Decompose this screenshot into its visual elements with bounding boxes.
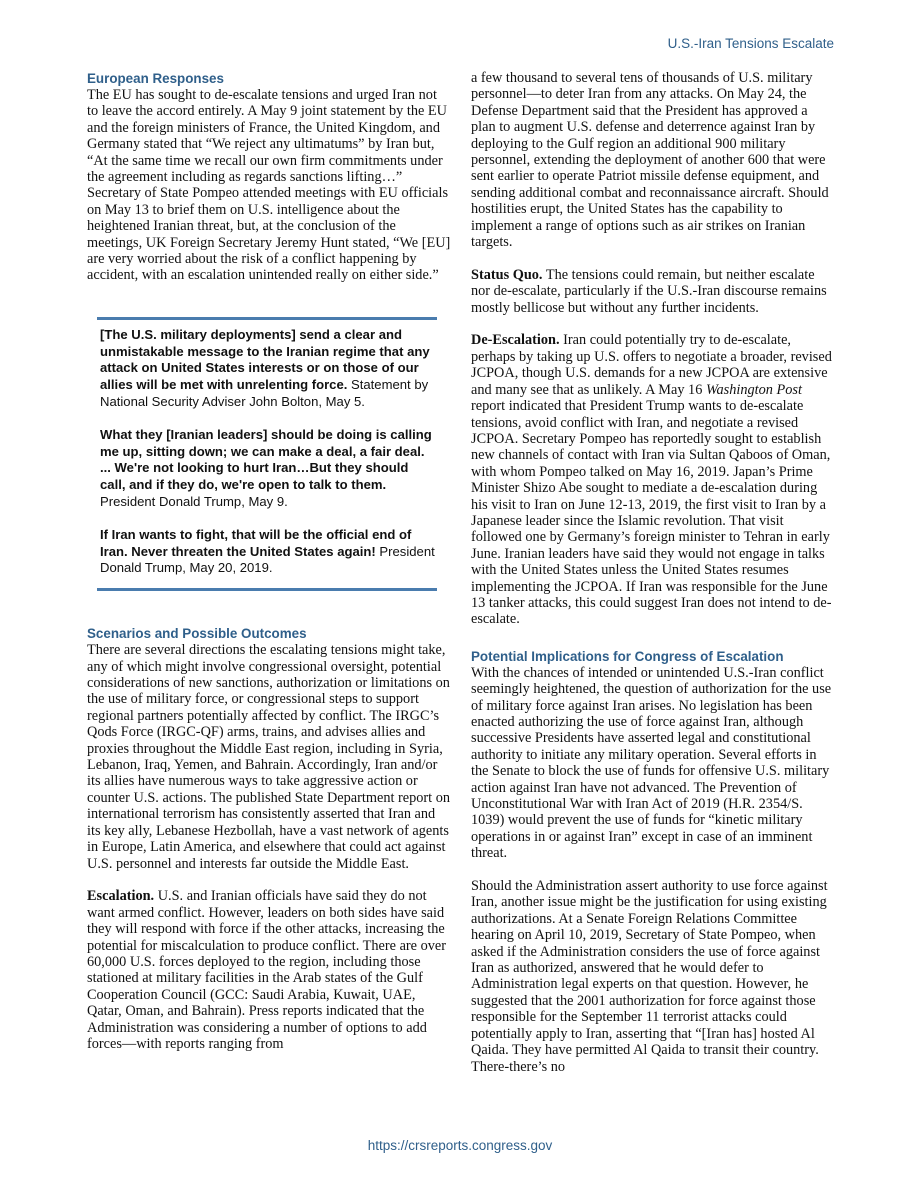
paragraph-escalation-continued: a few thousand to several tens of thousands of U.S. military personnel—to deter Iran from any attacks. On May 24, the Defense Department said that the President has approved a plan to augment U.S. defense and deterrence against Iran by deploying to the Gulf region an additional 900 military personnel, extending the deployment of another 600 that were sent earlier to operate Patriot missile defense equipment, and sending additional combat and reconnaissance aircraft. Should hostilities erupt, the United States has the capability to implement a range of options such as air strikes on Iranian targets.	[471, 70, 829, 251]
section-heading-scenarios: Scenarios and Possible Outcomes	[87, 626, 307, 642]
quote-attribution: President Donald Trump, May 20, 2019.	[100, 543, 435, 576]
quote-attribution: Statement by National Security Adviser John Bolton, May 5.	[100, 377, 429, 410]
section-heading-european-responses: European Responses	[87, 71, 224, 86]
left-column	[87, 70, 451, 1052]
quote-bolton	[100, 327, 437, 411]
publication-title: Washington Post	[705, 381, 802, 398]
run-in-heading-escalation: Escalation.	[87, 888, 155, 905]
quote-trump-may20	[100, 527, 437, 577]
run-in-heading-status-quo: Status Quo.	[471, 266, 543, 283]
footer-url: https://crsreports.congress.gov	[367, 1138, 553, 1153]
paragraph-escalation	[87, 888, 451, 1052]
quote-text: What they [Iranian leaders] should be doing is calling me up, sitting down; we can make a deal, a fair deal. ... We're not looking to hurt Iran…But they should call, and if they do, we're open to talk to them.	[100, 426, 432, 493]
right-column	[471, 70, 834, 1075]
paragraph-congress-implications: With the chances of intended or unintended U.S.-Iran conflict seemingly heightened, the question of authorization for the use of military force against Iran arises. No legislation has been enacted authorizing the use of force against Iran, although successive Presidents have asserted legal and constitutional authority to initiate any military operation. Several efforts in the Senate to block the use of funds for offensive U.S. military action against Iran have not advanced. The Prevention of Unconstitutional War with Iran Act of 2019 (H.R. 2354/S. 1039) would prevent the use of funds for “kinetic military operations in or against Iran” except in case of an imminent threat.	[471, 664, 832, 862]
paragraph-status-quo-text: The tensions could remain, but neither escalate nor de-escalate, particularly if the U.S.-Iran discourse remains mostly bellicose but without any further incidents.	[471, 266, 827, 316]
paragraph-status-quo	[471, 267, 834, 316]
section-heading-congress-implications: Potential Implications for Congress of Escalation	[471, 648, 784, 664]
paragraph-de-escalation-text: Iran could potentially try to de-escalate, perhaps by taking up U.S. offers to negotiate a broader, revised JCPOA, though U.S. demands for a new JCPOA are extensive and many see that as unlikely. A May 16	[471, 332, 832, 398]
run-in-heading-de-escalation: De-Escalation.	[471, 332, 560, 349]
quote-trump-may9	[100, 427, 437, 511]
paragraph-authority: Should the Administration assert authority to use force against Iran, another issue might be the justification for using existing authorizations. At a Senate Foreign Relations Committee hearing on April 10, 2019, Secretary of State Pompeo, when asked if the Administration considers the use of force against Iran as authorized, answered that he would defer to Administration legal experts on that question. However, he suggested that the 2001 authorization for force against those responsible for the September 11 terrorist attacks could potentially apply to Iran, asserting that “[Iran has] hosted Al Qaida. They have permitted Al Qaida to transit their country. There-there’s no	[471, 878, 828, 1075]
paragraph-scenarios: There are several directions the escalating tensions might take, any of which might involve congressional oversight, potential considerations of new sanctions, authorization or limitations on the use of military force, or congressional steps to support regional partners potentially affected by conflict. The IRGC’s Qods Force (IRGC-QF) arms, trains, and advises allies and proxies throughout the Middle East region, including in Syria, Lebanon, Iraq, Yemen, and Bahrain. Accordingly, Iran and/or its allies have numerous ways to take aggressive action or counter U.S. actions. The published State Department report on international terrorism has consistently asserted that Iran and its key ally, Lebanese Hezbollah, have a vast network of agents in Europe, Latin America, and elsewhere that could act against U.S. personnel and interests far outside the Middle East.	[87, 642, 451, 872]
paragraph-de-escalation-text-cont: report indicated that President Trump wants to de-escalate tensions, avoid conflict with Iran, and negotiate a revised JCPOA. Secretary Pompeo has reportedly sought to establish new channels of contact with Iran via Sultan Qaboos of Oman, with whom Pompeo talked on May 16, 2019. Japan’s Prime Minister Shizo Abe sought to mediate a de-escalation during his visit to Iran on June 12-13, 2019, the first visit to Iran by a Japanese leader since the Islamic revolution. That visit followed one by Germany’s foreign minister to Tehran in early June. Iranian leaders have said they would not engage in talks with the United States unless the United States resumes implementing the JCPOA. If Iran was responsible for the June 13 tanker attacks, this could suggest Iran does not intend to de-escalate.	[471, 398, 832, 628]
paragraph-escalation-text: U.S. and Iranian officials have said they do not want armed conflict. However, leaders on both sides have said they will respond with force if the other attacks, increasing the potential for miscalculation to produce conflict. There are over 60,000 U.S. forces deployed to the region, including those stationed at military facilities in the Arab states of the Gulf Cooperation Council (GCC: Saudi Arabia, Kuwait, UAE, Qatar, Oman, and Bahrain). Press reports indicated that the Administration was considering a number of options to add forces—with reports ranging from	[87, 888, 446, 1052]
quote-attribution: President Donald Trump, May 9.	[100, 494, 288, 510]
quote-text: If Iran wants to fight, that will be the official end of Iran. Never threaten the United States again!	[100, 526, 412, 559]
paragraph-european-responses: The EU has sought to de-escalate tensions and urged Iran not to leave the accord entirely. A May 9 joint statement by the EU and the foreign ministers of France, the United Kingdom, and Germany stated that “We reject any ultimatums” by Iran but, “At the same time we recall our own firm commitments under the agreement including as regards sanctions lifting…” Secretary of State Pompeo attended meetings with EU officials on May 13 to brief them on U.S. intelligence about the heightened Iranian threat, but, at the conclusion of the meetings, UK Foreign Secretary Jeremy Hunt stated, “We [EU] are very worried about the risk of a conflict happening by accident, with an escalation unintended really on either side.”	[87, 87, 451, 284]
paragraph-de-escalation	[471, 332, 834, 627]
quote-text: [The U.S. military deployments] send a clear and unmistakable message to the Iranian regime that any attack on United States interests or on those of our allies will be met with unrelenting force.	[100, 326, 430, 393]
running-header-title: U.S.-Iran Tensions Escalate	[667, 36, 834, 51]
quote-box	[97, 317, 437, 591]
